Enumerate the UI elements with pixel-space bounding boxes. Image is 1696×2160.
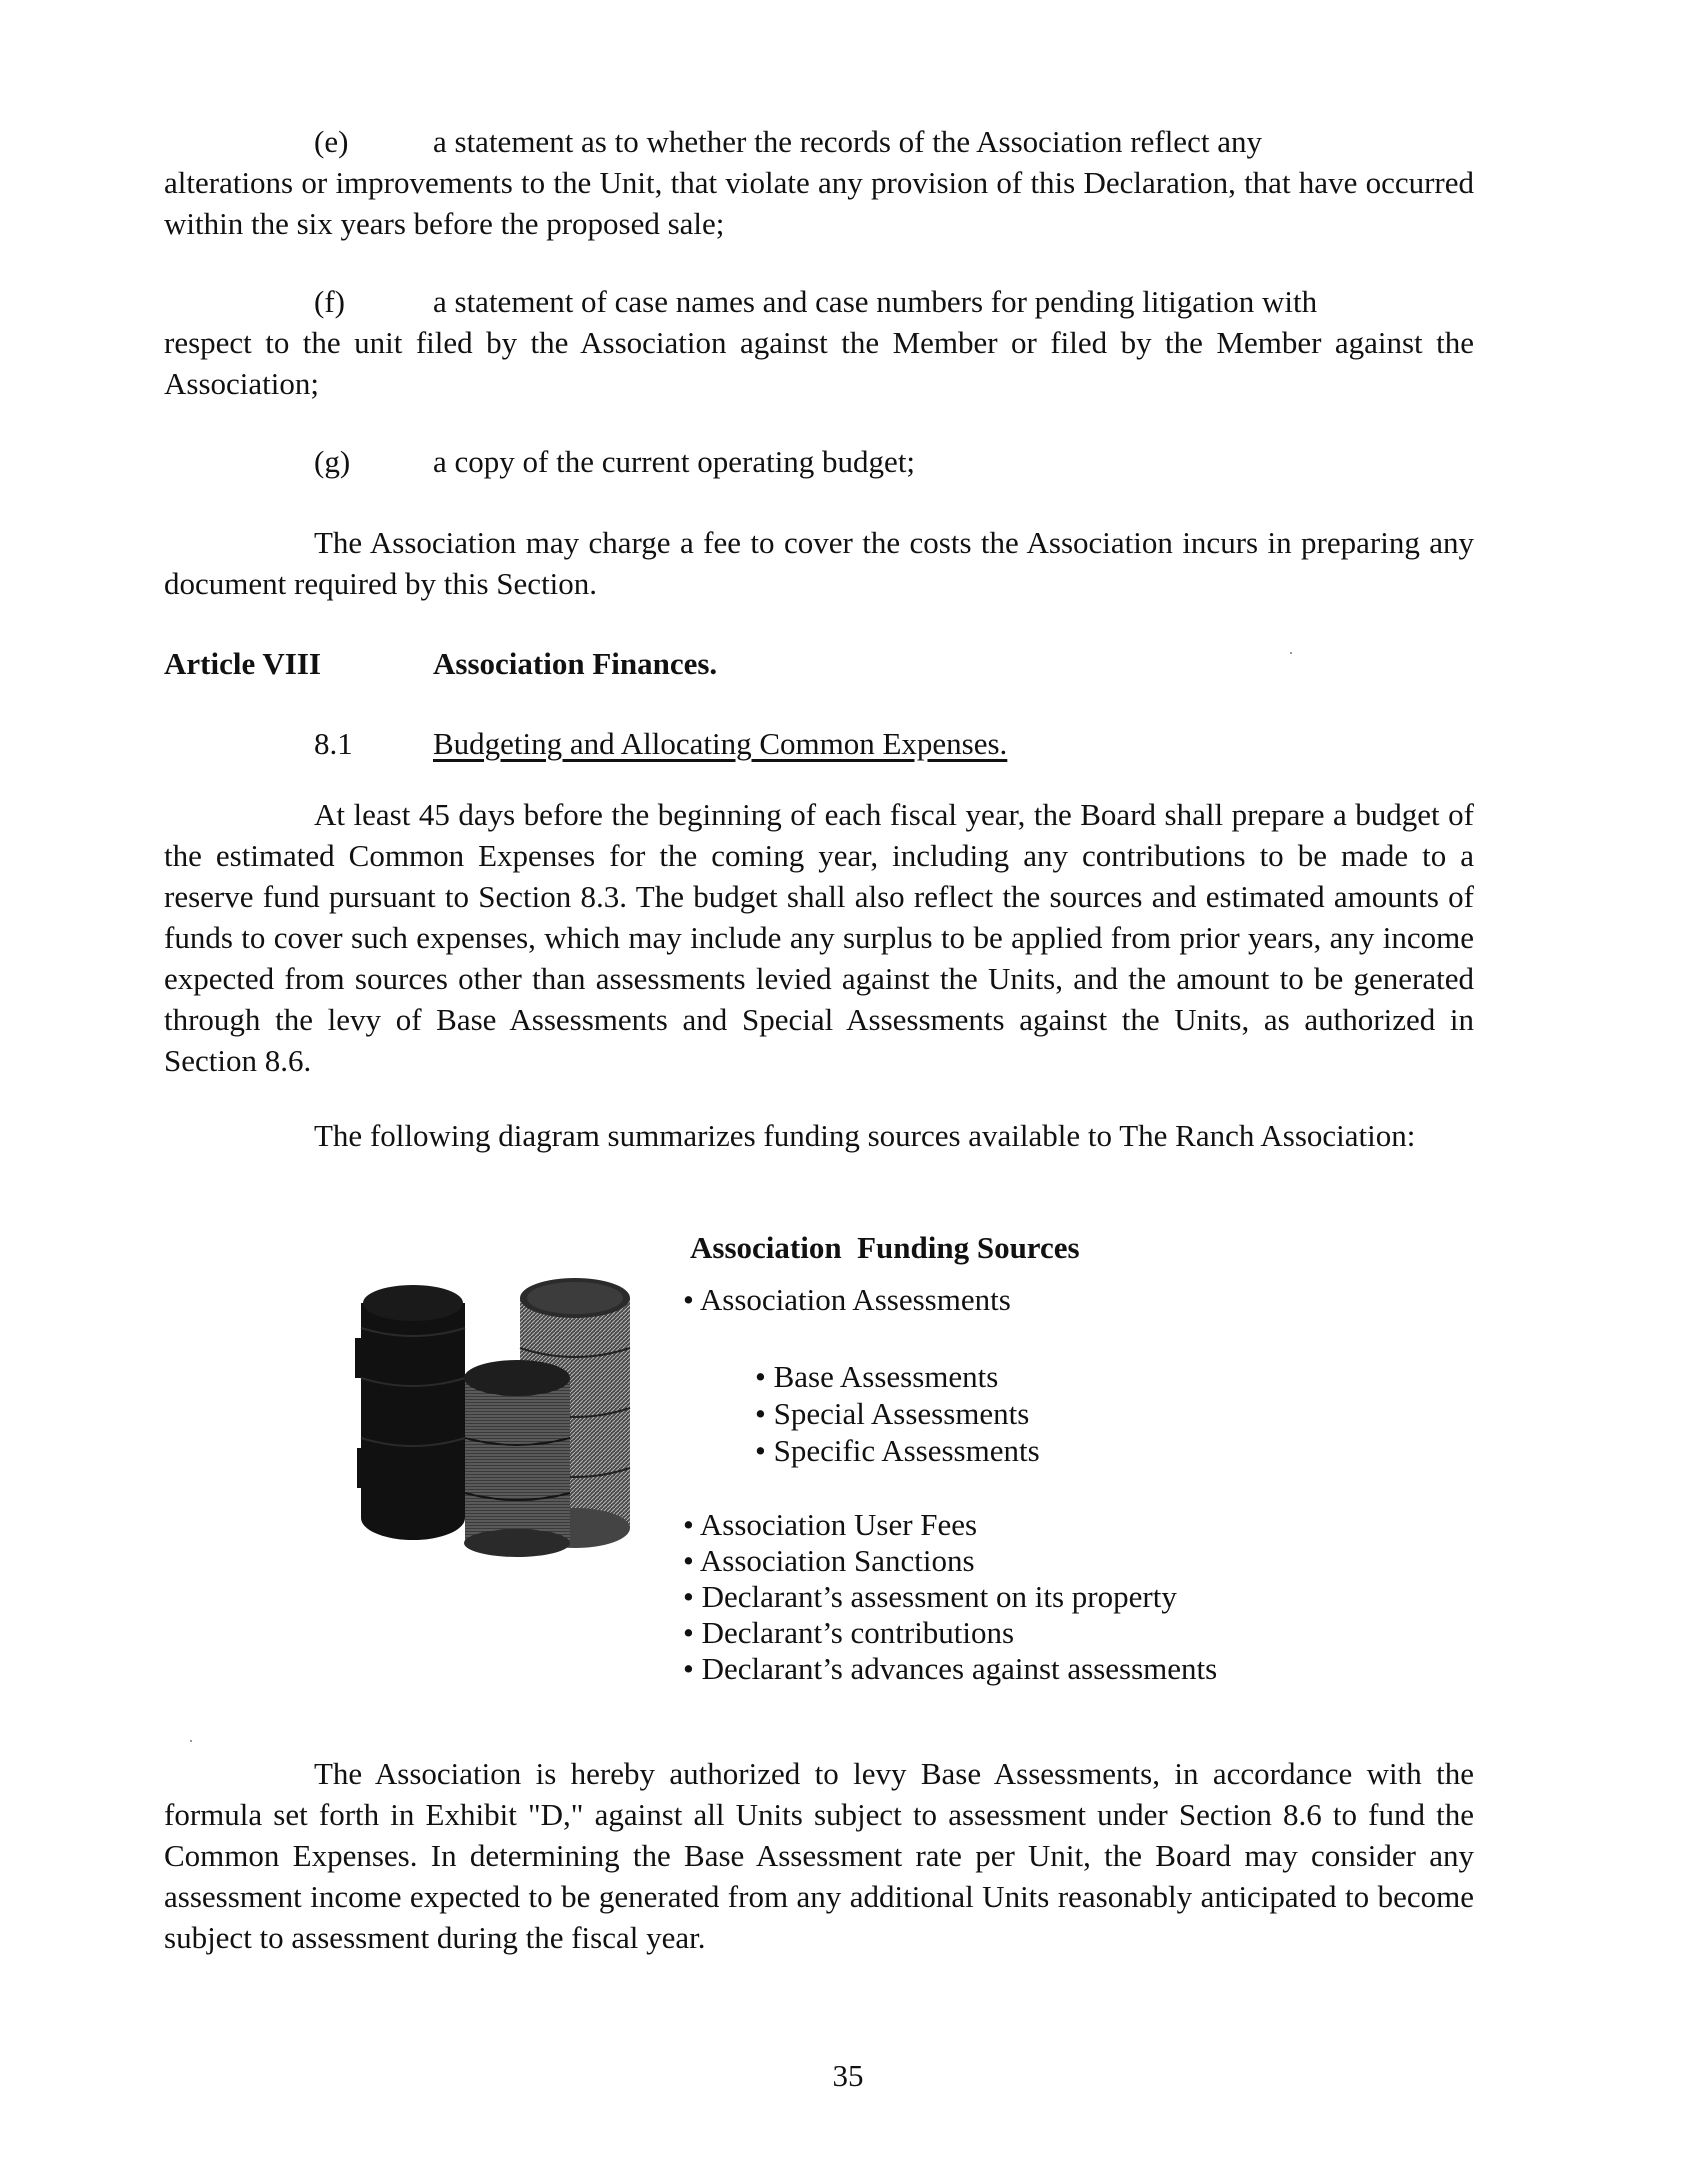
page-number: 35 bbox=[832, 2058, 864, 2093]
article-number: Article VIII bbox=[164, 646, 321, 681]
scan-speck bbox=[1290, 652, 1292, 654]
funding-item: • Association User Fees bbox=[683, 1507, 978, 1542]
funding-sub-item: • Special Assessments bbox=[755, 1396, 1030, 1431]
funding-top-list bbox=[683, 1282, 1011, 1318]
item-g-text: a copy of the current operating budget; bbox=[433, 444, 916, 479]
funding-sources-title: Association Funding Sources bbox=[690, 1230, 1080, 1265]
funding-item: • Declarant’s contributions bbox=[683, 1615, 1015, 1650]
item-e-first-text: a statement as to whether the records of the Association reflect any bbox=[433, 124, 1262, 159]
funding-item: • Declarant’s assessment on its property bbox=[683, 1579, 1177, 1614]
article-title: Association Finances. bbox=[433, 646, 718, 681]
section-number: 8.1 bbox=[314, 726, 353, 761]
funding-bottom-list bbox=[683, 1507, 1217, 1687]
item-f-label: (f) bbox=[314, 284, 345, 319]
scan-speck bbox=[190, 1740, 192, 1742]
item-f bbox=[164, 281, 1474, 404]
item-e-text: alterations or improvements to the Unit, that violate any provision of this Declaration, that have occurred within the six years before the proposed sale; bbox=[164, 165, 1474, 241]
item-f-text: respect to the unit filed by the Association against the Member or filed by the Member against the Association; bbox=[164, 325, 1474, 401]
funding-sub-list bbox=[755, 1358, 1040, 1469]
front-coin-stack bbox=[464, 1360, 570, 1557]
levy-paragraph: The Association is hereby authorized to levy Base Assessments, in accordance with the formula set forth in Exhibit "D," against all Units subject to assessment under Section 8.6 to fund the Common Expenses. In determining the Base Assessment rate per Unit, the Board may consider any assessment income expected to be generated from any additional Units reasonably anticipated to become subject to assessment during the fiscal year. bbox=[164, 1756, 1474, 1955]
diagram-intro: The following diagram summarizes funding sources available to The Ranch Association: bbox=[314, 1118, 1416, 1153]
funding-sub-item: • Specific Assessments bbox=[755, 1433, 1040, 1468]
funding-sub-item: • Base Assessments bbox=[755, 1359, 999, 1394]
funding-item: • Declarant’s advances against assessments bbox=[683, 1651, 1218, 1686]
item-e-first-line bbox=[164, 121, 1474, 162]
funding-item: • Association Assessments bbox=[683, 1282, 1011, 1317]
item-f-first-line bbox=[164, 281, 1474, 322]
funding-item: • Association Sanctions bbox=[683, 1543, 975, 1578]
section-title: Budgeting and Allocating Common Expenses. bbox=[433, 726, 1008, 761]
item-f-first-text: a statement of case names and case numbers for pending litigation with bbox=[433, 284, 1318, 319]
budget-paragraph: At least 45 days before the beginning of each fiscal year, the Board shall prepare a budget of the estimated Common Expenses for the coming year, including any contributions to be made to a reserve fund pursuant to Section 8.3. The budget shall also reflect the sources and estimated amounts of funds to cover such expenses, which may include any surplus to be applied from prior years, any income expected from sources other than assessments levied against the Units, and the amount to be generated through the levy of Base Assessments and Special Assessments against the Units, as authorized in Section 8.6. bbox=[164, 797, 1474, 1078]
item-e bbox=[164, 121, 1474, 244]
item-e-label: (e) bbox=[314, 124, 349, 159]
left-coin-stack bbox=[355, 1285, 465, 1540]
item-g-label: (g) bbox=[314, 444, 351, 479]
coin-stacks-illustration bbox=[355, 1268, 655, 1558]
fee-paragraph: The Association may charge a fee to cover the costs the Association incurs in preparing any document required by this Section. bbox=[164, 525, 1474, 601]
